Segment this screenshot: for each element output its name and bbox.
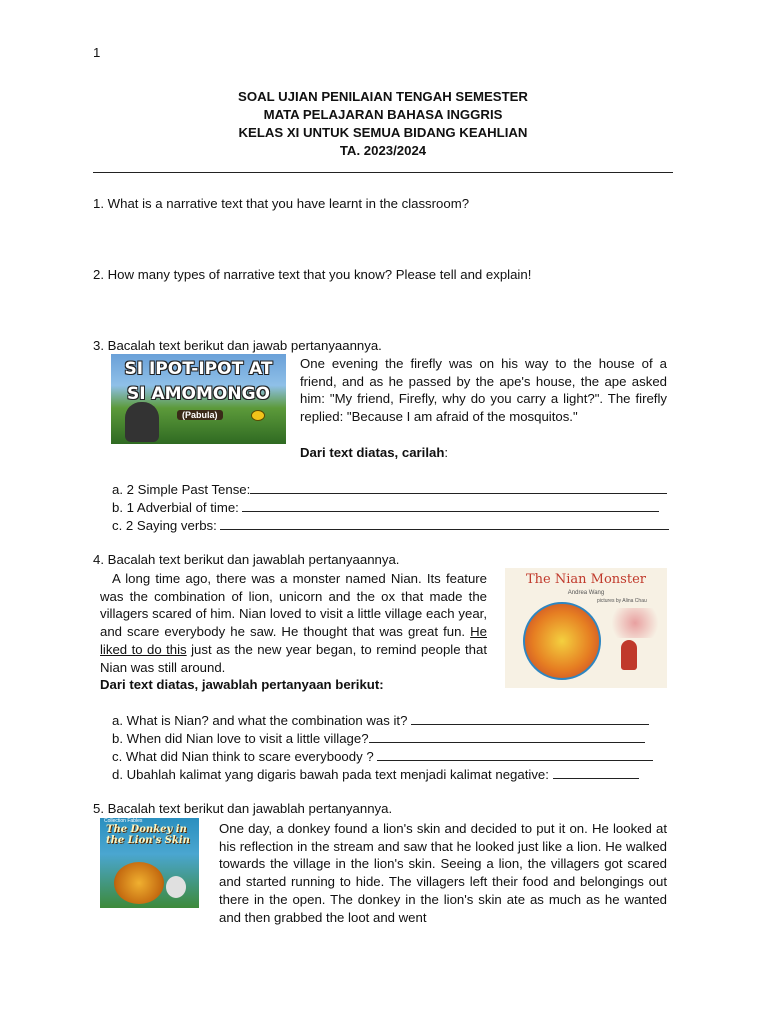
- girl-figure: [621, 640, 637, 670]
- exam-header: [93, 88, 673, 160]
- monster-figure: [523, 602, 601, 680]
- question-4a-label: a. What is Nian? and what the combination was it?: [112, 713, 412, 728]
- book-brand: Collection Fables: [104, 818, 143, 824]
- passage-text-after: just as the new year began, to remind people that Nian was still around.: [100, 641, 487, 675]
- underlined-sentence: He liked to do this: [100, 624, 487, 657]
- question-4d: [112, 766, 639, 782]
- answer-blank-4b[interactable]: [369, 730, 645, 743]
- lion-donkey-figure: [114, 862, 164, 904]
- question-3c-label: c. 2 Saying verbs:: [112, 518, 221, 533]
- question-4-passage: [100, 570, 487, 676]
- task-colon: :: [444, 445, 449, 460]
- question-5-passage: One day, a donkey found a lion's skin and decided to put it on. He looked at his reflection in the stream and saw that he looked just like a lion. He walked towards the village in the lion's skin. Seeing a lion, the villagers got scared and started running to hide. The villagers left their food and belongings out there in the open. The donkey in the lion's skin ate as much as he wanted and then grabbed the loot and went: [219, 821, 667, 925]
- question-5-instruction: 5. Bacalah text berikut dan jawablah pertanyannya.: [93, 801, 393, 816]
- question-3b: [112, 499, 659, 515]
- header-line-2: MATA PELAJARAN BAHASA INGGRIS: [263, 107, 503, 122]
- question-3-instruction: 3. Bacalah text berikut dan jawab pertanyaannya.: [93, 338, 382, 353]
- gorilla-figure: [125, 402, 159, 442]
- book-title: The Nian Monster: [526, 572, 646, 587]
- question-3-passage: One evening the firefly was on his way to the house of a friend, and as he passed by the ape's house, the ape asked him: "My friend, Firefly, why do you carry a light?". The firefly replied: "Because I am afraid of the mosquitos.": [300, 356, 667, 425]
- question-4b-label: b. When did Nian love to visit a little village?: [112, 731, 369, 746]
- blossom-tree: [605, 608, 665, 638]
- question-3a-label: a. 2 Simple Past Tense:: [112, 482, 251, 497]
- answer-blank-3b[interactable]: [242, 499, 659, 512]
- answer-blank-4c[interactable]: [377, 748, 653, 761]
- answer-blank-4a[interactable]: [411, 712, 649, 725]
- question-4-task: Dari text diatas, jawablah pertanyaan berikut:: [100, 677, 384, 692]
- passage-text-before: A long time ago, there was a monster named Nian. Its feature was the combination of lion, unicorn and the ox that made the villagers scared of him. Nian loved to visit a little village each year, and scare everybody he saw. He thought that was great fun.: [100, 571, 487, 640]
- book-illustrator: pictures by Alina Chau: [597, 598, 647, 604]
- nian-monster-image: [505, 568, 667, 688]
- donkey-story-image: [100, 818, 199, 908]
- page-number: 1: [93, 45, 101, 60]
- answer-blank-4d[interactable]: [553, 766, 639, 779]
- header-divider: [93, 172, 673, 173]
- image-title-line-1: SI IPOT-IPOT AT: [124, 359, 273, 379]
- question-2: 2. How many types of narrative text that you know? Please tell and explain!: [93, 267, 532, 282]
- question-4b: [112, 730, 645, 746]
- question-1: 1. What is a narrative text that you have learnt in the classroom?: [93, 196, 470, 211]
- image-title-line-2: SI AMOMONGO: [126, 384, 270, 404]
- question-4a: [112, 712, 649, 728]
- question-4c: [112, 748, 653, 764]
- image-subtitle: (Pabula): [177, 410, 223, 420]
- question-3b-label: b. 1 Adverbial of time:: [112, 500, 243, 515]
- task-bold: Dari text diatas, carilah: [300, 445, 445, 460]
- question-3-task: [300, 445, 448, 460]
- question-4-instruction: 4. Bacalah text berikut dan jawablah pertanyaannya.: [93, 552, 400, 567]
- small-animal-figure: [166, 876, 186, 898]
- answer-blank-3c[interactable]: [220, 517, 669, 530]
- question-3c: [112, 517, 669, 533]
- header-line-4: TA. 2023/2024: [339, 143, 427, 158]
- answer-blank-3a[interactable]: [250, 481, 667, 494]
- book-title: The Donkey in the Lion's Skin: [106, 824, 190, 846]
- question-3a: [112, 481, 667, 497]
- question-4d-label: d. Ubahlah kalimat yang digaris bawah pada text menjadi kalimat negative:: [112, 767, 553, 782]
- firefly-figure: [251, 410, 265, 421]
- firefly-story-image: [111, 354, 286, 444]
- question-4c-label: c. What did Nian think to scare everyboody ?: [112, 749, 378, 764]
- header-line-3: KELAS XI UNTUK SEMUA BIDANG KEAHLIAN: [238, 125, 528, 140]
- book-author: Andrea Wang: [567, 590, 605, 596]
- header-line-1: SOAL UJIAN PENILAIAN TENGAH SEMESTER: [238, 89, 528, 104]
